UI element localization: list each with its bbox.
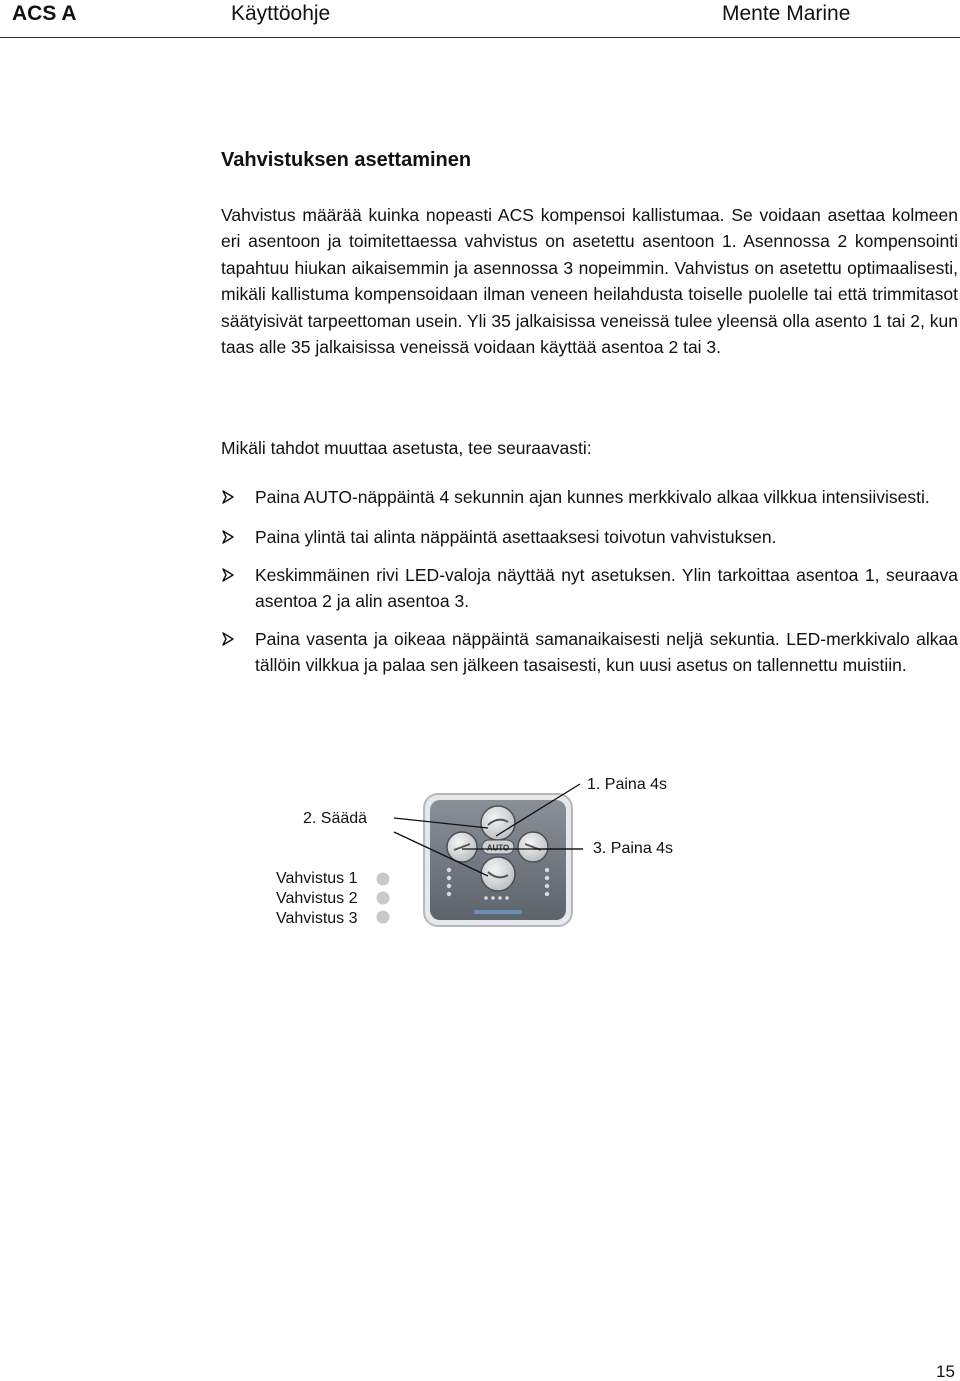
arrow-bullet-icon [221, 530, 235, 544]
section-title: Vahvistuksen asettaminen [221, 149, 472, 171]
list-item [221, 562, 958, 615]
list-item [221, 626, 958, 679]
arrow-bullet-icon [221, 490, 235, 504]
auto-button-label: AUTO [486, 843, 510, 853]
label-press-step1: 1. Paina 4s [587, 776, 668, 793]
panel-logo-strip [474, 910, 522, 914]
list-item [221, 524, 958, 550]
arrow-bullet-icon [221, 568, 235, 582]
step-text: Keskimmäinen rivi LED-valoja näyttää nyt asetuksen. Ylin tarkoittaa asentoa 1, seuraava asentoa 2 ja alin asentoa 3. [255, 564, 958, 612]
page-number: 15 [936, 1362, 955, 1381]
step-text: Paina vasenta ja oikeaa näppäintä samanaikaisesti neljä sekuntia. LED-merkkivalo alkaa tällöin vilkkua ja palaa sen jälkeen tasaisesti, kun uusi asetus on tallennettu muistiin. [255, 628, 958, 676]
control-panel-figure [260, 770, 720, 950]
header-product: ACS A [12, 2, 77, 25]
step-text: Paina ylintä tai alinta näppäintä asettaaksesi toivotun vahvistuksen. [255, 527, 777, 548]
down-button [481, 857, 515, 891]
header-document-type: Käyttöohje [231, 2, 331, 25]
step-text: Paina AUTO-näppäintä 4 sekunnin ajan kunnes merkkivalo alkaa vilkkua intensiivisesti. [255, 487, 930, 507]
gain-2-indicator [377, 892, 390, 905]
header-company: Mente Marine [722, 2, 851, 25]
label-adjust: 2. Säädä [303, 810, 368, 827]
gain-1-indicator [377, 873, 390, 886]
arrow-bullet-icon [221, 632, 235, 646]
instructions-lead: Mikäli tahdot muuttaa asetusta, tee seuraavasti: [221, 438, 592, 458]
label-press-step3: 3. Paina 4s [593, 840, 674, 857]
page-header [0, 0, 960, 38]
label-gain-1: Vahvistus 1 [276, 870, 358, 887]
list-item [221, 484, 958, 510]
label-gain-2: Vahvistus 2 [276, 890, 358, 907]
label-gain-3: Vahvistus 3 [276, 910, 358, 927]
gain-3-indicator [377, 911, 390, 924]
steps-list [221, 484, 958, 678]
intro-paragraph: Vahvistus määrää kuinka nopeasti ACS kompensoi kallistumaa. Se voidaan asettaa kolmeen eri asentoon ja toimitettaessa vahvistus on asetettu asentoon 1. Asennossa 2 kompensointi tapahtuu hiukan aikaisemmin ja asennossa 3 nopeimmin. Vahvistus on asetettu optimaalisesti, mikäli kallistuma kompensoidaan ilman veneen heilahdusta toiselle puolelle tai että trimmitasot säätyisivät tarpeettoman usein. Yli 35 jalkaisissa veneissä tulee yleensä olla asento 1 tai 2, kun taas alle 35 jalkaisissa veneissä voidaan käyttää asentoa 2 tai 3. [221, 205, 958, 358]
